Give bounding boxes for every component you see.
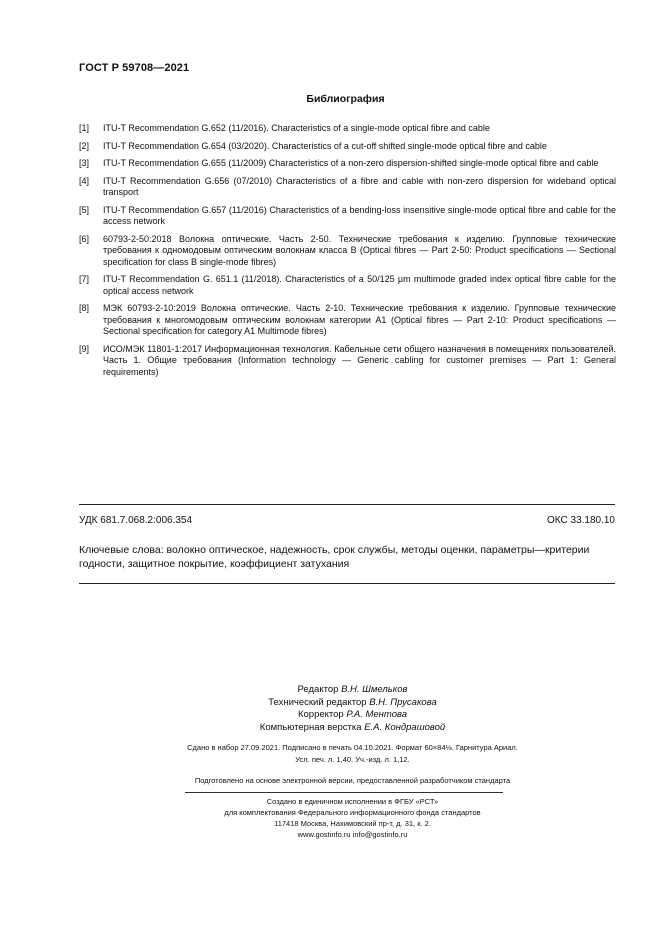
- bibliography-list: [79, 123, 616, 384]
- entry-text: 60793-2-50:2018 Волокна оптические. Часть 2-50. Технические требования к изделию. Групповые технические требования к одномодовым оптическим волокнам класса В (Optical fibres — Part 2-50: Product specifications — Sectional specification for class B single-mode fibres): [103, 233, 616, 267]
- standard-code: ГОСТ Р 59708—2021: [79, 62, 190, 74]
- prepared-note: Подготовлено на основе электронной версии, предоставленной разработчиком стандарта: [194, 776, 511, 785]
- udk-code: УДК 681.7.068.2:006.354: [79, 515, 193, 526]
- divider-bottom: [79, 583, 615, 584]
- editor-name: В.Н. Шмельков: [341, 684, 408, 695]
- layout-label: Компьютерная верстка: [259, 721, 362, 733]
- bibliography-entry: [79, 205, 616, 228]
- bibliography-entry: [79, 344, 616, 379]
- publisher-block: [0, 796, 661, 840]
- entry-number: [7]: [79, 274, 90, 284]
- entry-text: ITU-T Recommendation G.657 (11/2016) Characteristics of a bending-loss insensitive single-mode optical fibre and cable for the access network: [103, 204, 616, 226]
- entry-text: ITU-T Recommendation G. 651.1 (11/2018). Characteristics of a 50/125 μm multimode graded index optical fibre cable for the optical access network: [103, 274, 616, 296]
- publisher-line2: для комплектования Федерального информационного фонда стандартов: [224, 808, 481, 817]
- keywords-text: Ключевые слова: волокно оптическое, надежность, срок службы, методы оценки, параметры—критерии годности, защитное покрытие, коэффициент затухания: [79, 544, 590, 570]
- entry-number: [4]: [79, 175, 90, 186]
- bibliography-entry: [79, 234, 616, 269]
- entry-text: ITU-T Recommendation G.652 (11/2016). Characteristics of a single-mode optical fibre and cable: [103, 123, 490, 133]
- editor-label: Редактор: [297, 684, 339, 695]
- bibliography-entry: [79, 176, 616, 199]
- publisher-divider: [185, 792, 503, 793]
- corrector-name: Р.А. Ментова: [346, 709, 408, 720]
- entry-number: [9]: [79, 343, 90, 354]
- tech-editor-name: В.Н. Прусакова: [369, 696, 437, 708]
- tech-editor-line: [44, 697, 661, 710]
- entry-text: ITU-T Recommendation G.655 (11/2009) Characteristics of a non-zero dispersion-shifted single-mode optical fibre and cable: [103, 158, 599, 168]
- layout-name: Е.А. Кондрашовой: [364, 721, 446, 733]
- entry-text: ITU-T Recommendation G.656 (07/2010) Characteristics of a fibre and cable with non-zero dispersion for wideband optical transport: [103, 175, 616, 197]
- print-info-line2: Усл. печ. л. 1,40. Уч.-изд. л. 1,12.: [295, 755, 410, 764]
- publisher-line3: 117418 Москва, Нахимовский пр-т, д. 31, к. 2.: [274, 819, 431, 828]
- editor-line: [44, 684, 661, 697]
- bibliography-entry: [79, 158, 616, 170]
- divider-top: [79, 504, 615, 505]
- publisher-line1: Создано в единичном исполнении в ФГБУ «РСТ»: [266, 797, 439, 806]
- entry-number: [5]: [79, 204, 90, 215]
- print-info-line1: Сдано в набор 27.09.2021. Подписано в печать 04.10.2021. Формат 60×84⅛. Гарнитура Ариал.: [187, 743, 518, 752]
- entry-text: МЭК 60793-2-10:2019 Волокна оптические. Часть 2-10. Технические требования к изделию. Групповые технические требования к многомодовым оптическим волокнам категории А1 (Optical fibres — Part 2-10: Product specifications — Sectional specification for category A1 Multimode fibres): [103, 303, 616, 336]
- tech-editor-label: Технический редактор: [268, 696, 367, 708]
- entry-number: [3]: [79, 158, 90, 168]
- entry-number: [2]: [79, 140, 90, 151]
- entry-text: ITU-T Recommendation G.654 (03/2020). Characteristics of a cut-off shifted single-mode optical fibre and cable: [103, 140, 547, 151]
- bibliography-entry: [79, 303, 616, 338]
- bibliography-entry: [79, 123, 616, 135]
- oks-code: ОКС 33.180.10: [547, 515, 615, 526]
- print-info: [0, 742, 661, 766]
- entry-text: ИСО/МЭК 11801-1:2017 Информационная технология. Кабельные сети общего назначения в помещениях пользователей. Часть 1. Общие требования (Information technology — Generic cabling for customer premises — Part 1: General requirements): [103, 343, 616, 377]
- bibliography-entry: [79, 274, 616, 297]
- credits-block: [0, 684, 661, 734]
- entry-number: [6]: [79, 233, 90, 244]
- corrector-label: Корректор: [297, 709, 344, 720]
- corrector-line: [44, 709, 661, 722]
- bibliography-entry: [79, 141, 616, 153]
- entry-number: [8]: [79, 303, 90, 313]
- entry-number: [1]: [79, 123, 90, 133]
- bibliography-title: Библиография: [306, 93, 385, 105]
- layout-line: [44, 722, 661, 735]
- publisher-line4: www.gostinfo.ru info@gostinfo.ru: [297, 830, 408, 839]
